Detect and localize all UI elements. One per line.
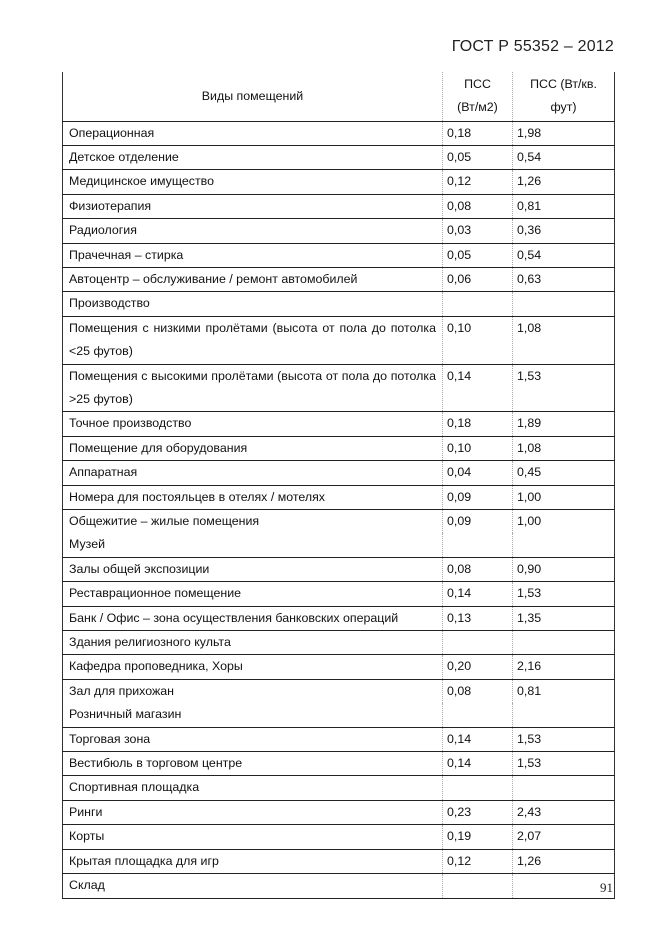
value-w-ft2: 2,07 xyxy=(513,825,615,849)
table-row xyxy=(63,606,615,630)
room-name: Ринги xyxy=(63,800,443,824)
value-w-m2: 0,12 xyxy=(443,849,513,873)
value-w-ft2: 1,26 xyxy=(513,170,615,194)
room-name: Общежитие – жилые помещения xyxy=(63,510,443,534)
value-w-ft2 xyxy=(513,292,615,316)
table-row xyxy=(63,170,615,194)
header-w-m2 xyxy=(443,72,513,121)
section-name: Здания религиозного культа xyxy=(63,631,443,655)
value-w-m2: 0,08 xyxy=(443,194,513,218)
value-w-ft2: 2,43 xyxy=(513,800,615,824)
value-w-m2: 0,03 xyxy=(443,219,513,243)
room-name: Крытая площадка для игр xyxy=(63,849,443,873)
value-w-m2 xyxy=(443,703,513,727)
header-w-m2-line1: ПСС xyxy=(464,77,491,92)
value-w-ft2: 0,81 xyxy=(513,679,615,703)
header-w-ft2-line2: фут) xyxy=(550,100,577,115)
table-row xyxy=(63,752,615,776)
value-w-ft2: 1,98 xyxy=(513,121,615,145)
room-name: Зал для прихожан xyxy=(63,679,443,703)
table-row xyxy=(63,800,615,824)
value-w-m2 xyxy=(443,292,513,316)
table-section-row xyxy=(63,292,615,316)
value-w-m2: 0,19 xyxy=(443,825,513,849)
room-name: Детское отделение xyxy=(63,145,443,169)
table-row xyxy=(63,655,615,679)
section-name: Музей xyxy=(63,533,443,557)
value-w-m2: 0,10 xyxy=(443,316,513,364)
table-row xyxy=(63,679,615,703)
value-w-m2: 0,08 xyxy=(443,557,513,581)
table-row xyxy=(63,582,615,606)
room-name: Кафедра проповедника, Хоры xyxy=(63,655,443,679)
section-name: Производство xyxy=(63,292,443,316)
table-section-row xyxy=(63,776,615,800)
room-name: Медицинское имущество xyxy=(63,170,443,194)
table-row xyxy=(63,485,615,509)
value-w-m2: 0,09 xyxy=(443,510,513,534)
value-w-ft2: 1,89 xyxy=(513,412,615,436)
header-room-type: Виды помещений xyxy=(63,72,443,121)
table-row xyxy=(63,194,615,218)
value-w-ft2: 0,81 xyxy=(513,194,615,218)
room-name: Реставрационное помещение xyxy=(63,582,443,606)
value-w-m2: 0,23 xyxy=(443,800,513,824)
section-name: Склад xyxy=(63,874,443,898)
table-section-row xyxy=(63,631,615,655)
power-density-table xyxy=(62,72,615,899)
value-w-ft2 xyxy=(513,776,615,800)
table-row xyxy=(63,436,615,460)
value-w-m2 xyxy=(443,631,513,655)
value-w-ft2: 1,53 xyxy=(513,582,615,606)
table-header-row xyxy=(63,72,615,121)
value-w-m2: 0,08 xyxy=(443,679,513,703)
value-w-m2: 0,14 xyxy=(443,364,513,412)
room-name: Торговая зона xyxy=(63,727,443,751)
table-row xyxy=(63,557,615,581)
table-row xyxy=(63,243,615,267)
room-name: Помещение для оборудования xyxy=(63,436,443,460)
document-code: ГОСТ Р 55352 – 2012 xyxy=(451,38,614,55)
table-row xyxy=(63,510,615,534)
value-w-ft2: 0,45 xyxy=(513,461,615,485)
table-section-row xyxy=(63,703,615,727)
value-w-m2: 0,18 xyxy=(443,412,513,436)
room-name: Прачечная – стирка xyxy=(63,243,443,267)
value-w-m2: 0,14 xyxy=(443,752,513,776)
room-name: Помещения с высокими пролётами (высота от пола до потолка >25 футов) xyxy=(63,364,443,412)
room-name: Помещения с низкими пролётами (высота от пола до потолка <25 футов) xyxy=(63,316,443,364)
value-w-m2: 0,10 xyxy=(443,436,513,460)
table-row xyxy=(63,121,615,145)
value-w-m2: 0,14 xyxy=(443,727,513,751)
value-w-m2: 0,09 xyxy=(443,485,513,509)
value-w-m2: 0,05 xyxy=(443,145,513,169)
value-w-m2: 0,05 xyxy=(443,243,513,267)
section-name: Спортивная площадка xyxy=(63,776,443,800)
header-w-ft2-line1: ПСС (Вт/кв. xyxy=(530,77,597,92)
value-w-ft2 xyxy=(513,533,615,557)
value-w-ft2: 1,26 xyxy=(513,849,615,873)
table-row xyxy=(63,145,615,169)
room-name: Аппаратная xyxy=(63,461,443,485)
value-w-ft2: 1,53 xyxy=(513,727,615,751)
value-w-m2: 0,13 xyxy=(443,606,513,630)
room-name: Радиология xyxy=(63,219,443,243)
value-w-ft2 xyxy=(513,703,615,727)
value-w-m2: 0,04 xyxy=(443,461,513,485)
room-name: Банк / Офис – зона осуществления банковских операций xyxy=(63,606,443,630)
value-w-ft2: 1,08 xyxy=(513,436,615,460)
table-row xyxy=(63,219,615,243)
room-name: Корты xyxy=(63,825,443,849)
table-row xyxy=(63,461,615,485)
table-row xyxy=(63,316,615,364)
room-name: Вестибюль в торговом центре xyxy=(63,752,443,776)
value-w-ft2: 1,53 xyxy=(513,752,615,776)
table-row xyxy=(63,267,615,291)
header-w-m2-line2: (Вт/м2) xyxy=(457,100,498,115)
value-w-ft2: 0,54 xyxy=(513,145,615,169)
value-w-ft2: 1,00 xyxy=(513,510,615,534)
value-w-m2 xyxy=(443,776,513,800)
room-name: Физиотерапия xyxy=(63,194,443,218)
value-w-m2: 0,12 xyxy=(443,170,513,194)
room-name: Точное производство xyxy=(63,412,443,436)
table-row xyxy=(63,364,615,412)
table-section-row xyxy=(63,533,615,557)
table-section-row xyxy=(63,874,615,898)
value-w-ft2 xyxy=(513,631,615,655)
value-w-m2: 0,06 xyxy=(443,267,513,291)
value-w-ft2: 1,00 xyxy=(513,485,615,509)
value-w-m2 xyxy=(443,533,513,557)
value-w-ft2: 1,53 xyxy=(513,364,615,412)
value-w-ft2: 0,36 xyxy=(513,219,615,243)
value-w-ft2: 1,35 xyxy=(513,606,615,630)
header-w-ft2 xyxy=(513,72,615,121)
table-row xyxy=(63,412,615,436)
value-w-ft2: 0,90 xyxy=(513,557,615,581)
value-w-m2 xyxy=(443,874,513,898)
value-w-ft2: 0,63 xyxy=(513,267,615,291)
page-number: 91 xyxy=(600,880,613,895)
room-name: Залы общей экспозиции xyxy=(63,557,443,581)
value-w-ft2: 0,54 xyxy=(513,243,615,267)
table-row xyxy=(63,727,615,751)
value-w-m2: 0,20 xyxy=(443,655,513,679)
value-w-m2: 0,14 xyxy=(443,582,513,606)
value-w-m2: 0,18 xyxy=(443,121,513,145)
section-name: Розничный магазин xyxy=(63,703,443,727)
table-row xyxy=(63,849,615,873)
room-name: Операционная xyxy=(63,121,443,145)
value-w-ft2: 1,08 xyxy=(513,316,615,364)
room-name: Номера для постояльцев в отелях / мотелях xyxy=(63,485,443,509)
value-w-ft2: 2,16 xyxy=(513,655,615,679)
room-name: Автоцентр – обслуживание / ремонт автомобилей xyxy=(63,267,443,291)
table-row xyxy=(63,825,615,849)
